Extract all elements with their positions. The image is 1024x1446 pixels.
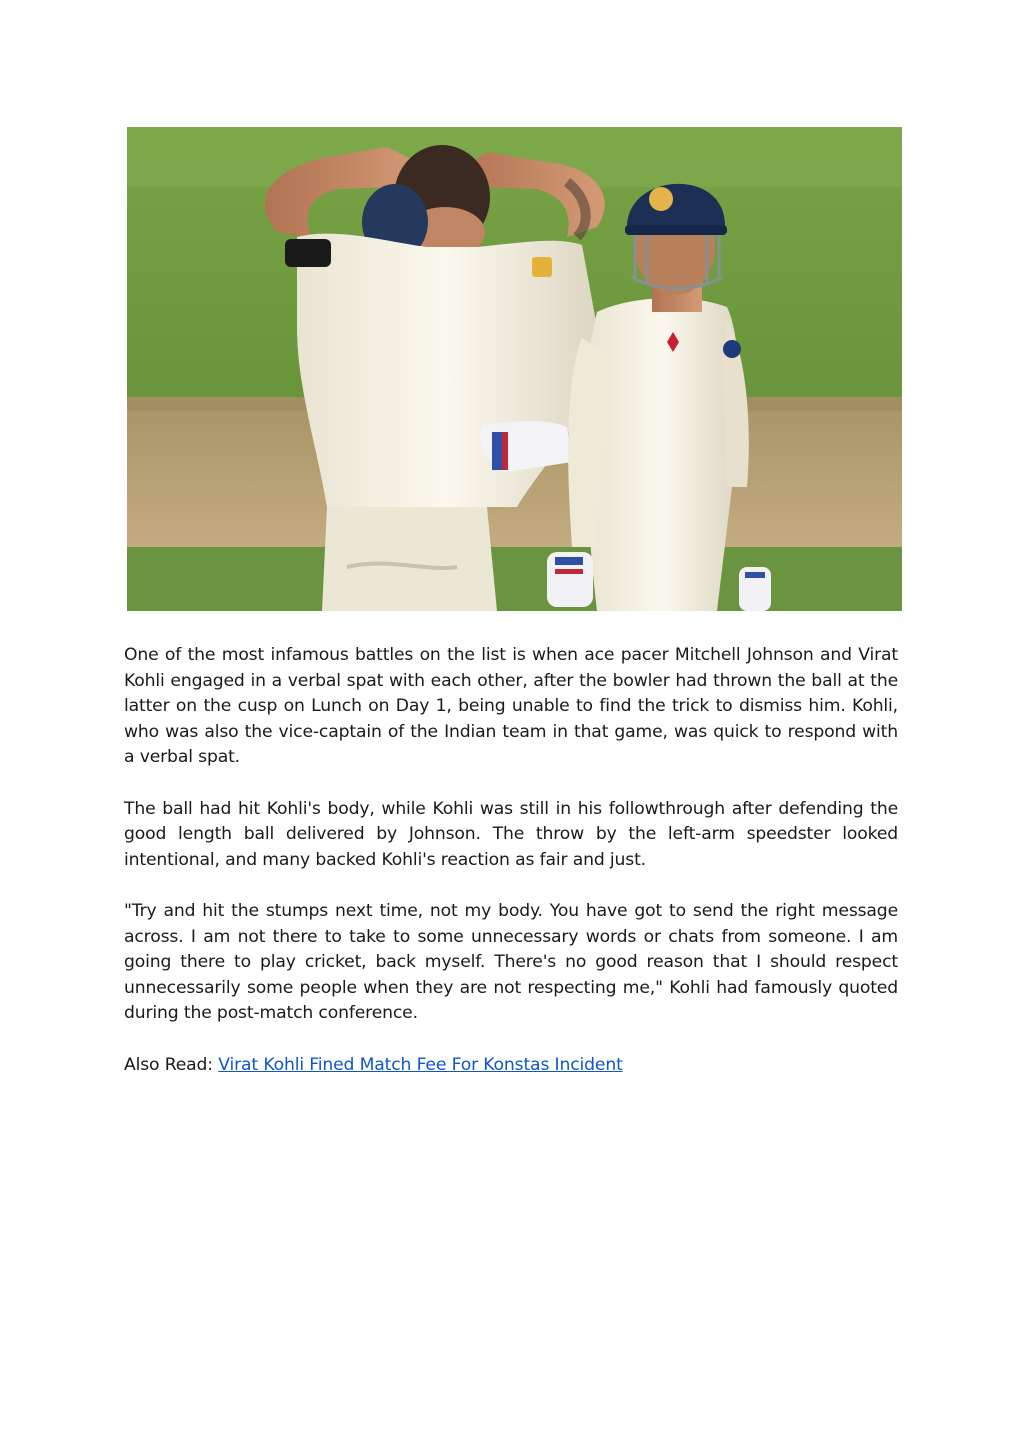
cricket-players-image	[127, 127, 902, 611]
also-read-prefix: Also Read:	[124, 1054, 219, 1075]
article-body	[124, 643, 898, 1104]
also-read-line	[124, 1053, 898, 1079]
paragraph-johnson-kohli-battle: One of the most infamous battles on the list is when ace pacer Mitchell Johnson and Virat Kohli engaged in a verbal spat with each other, after the bowler had thrown the ball at the latter on the cusp on Lunch on Day 1, being unable to find the trick to dismiss him. Kohli, who was also the vice-captain of the Indian team in that game, was quick to respond with a verbal spat.	[124, 645, 898, 768]
also-read-link[interactable]: Virat Kohli Fined Match Fee For Konstas Incident	[218, 1054, 623, 1075]
article-photo	[127, 127, 902, 611]
paragraph-kohli-quote: "Try and hit the stumps next time, not my body. You have got to send the right message across. I am not there to take to some unnecessary words or chats from someone. I am going there to play cricket, back myself. There's no good reason that I should respect unnecessarily some people when they are not respecting me," Kohli had famously quoted during the post-match conference.	[124, 900, 898, 1024]
paragraph-ball-hit-body: The ball had hit Kohli's body, while Kohli was still in his followthrough after defending the good length ball delivered by Johnson. The throw by the left-arm speedster looked intentional, and many backed Kohli's reaction as fair and just.	[124, 798, 898, 870]
